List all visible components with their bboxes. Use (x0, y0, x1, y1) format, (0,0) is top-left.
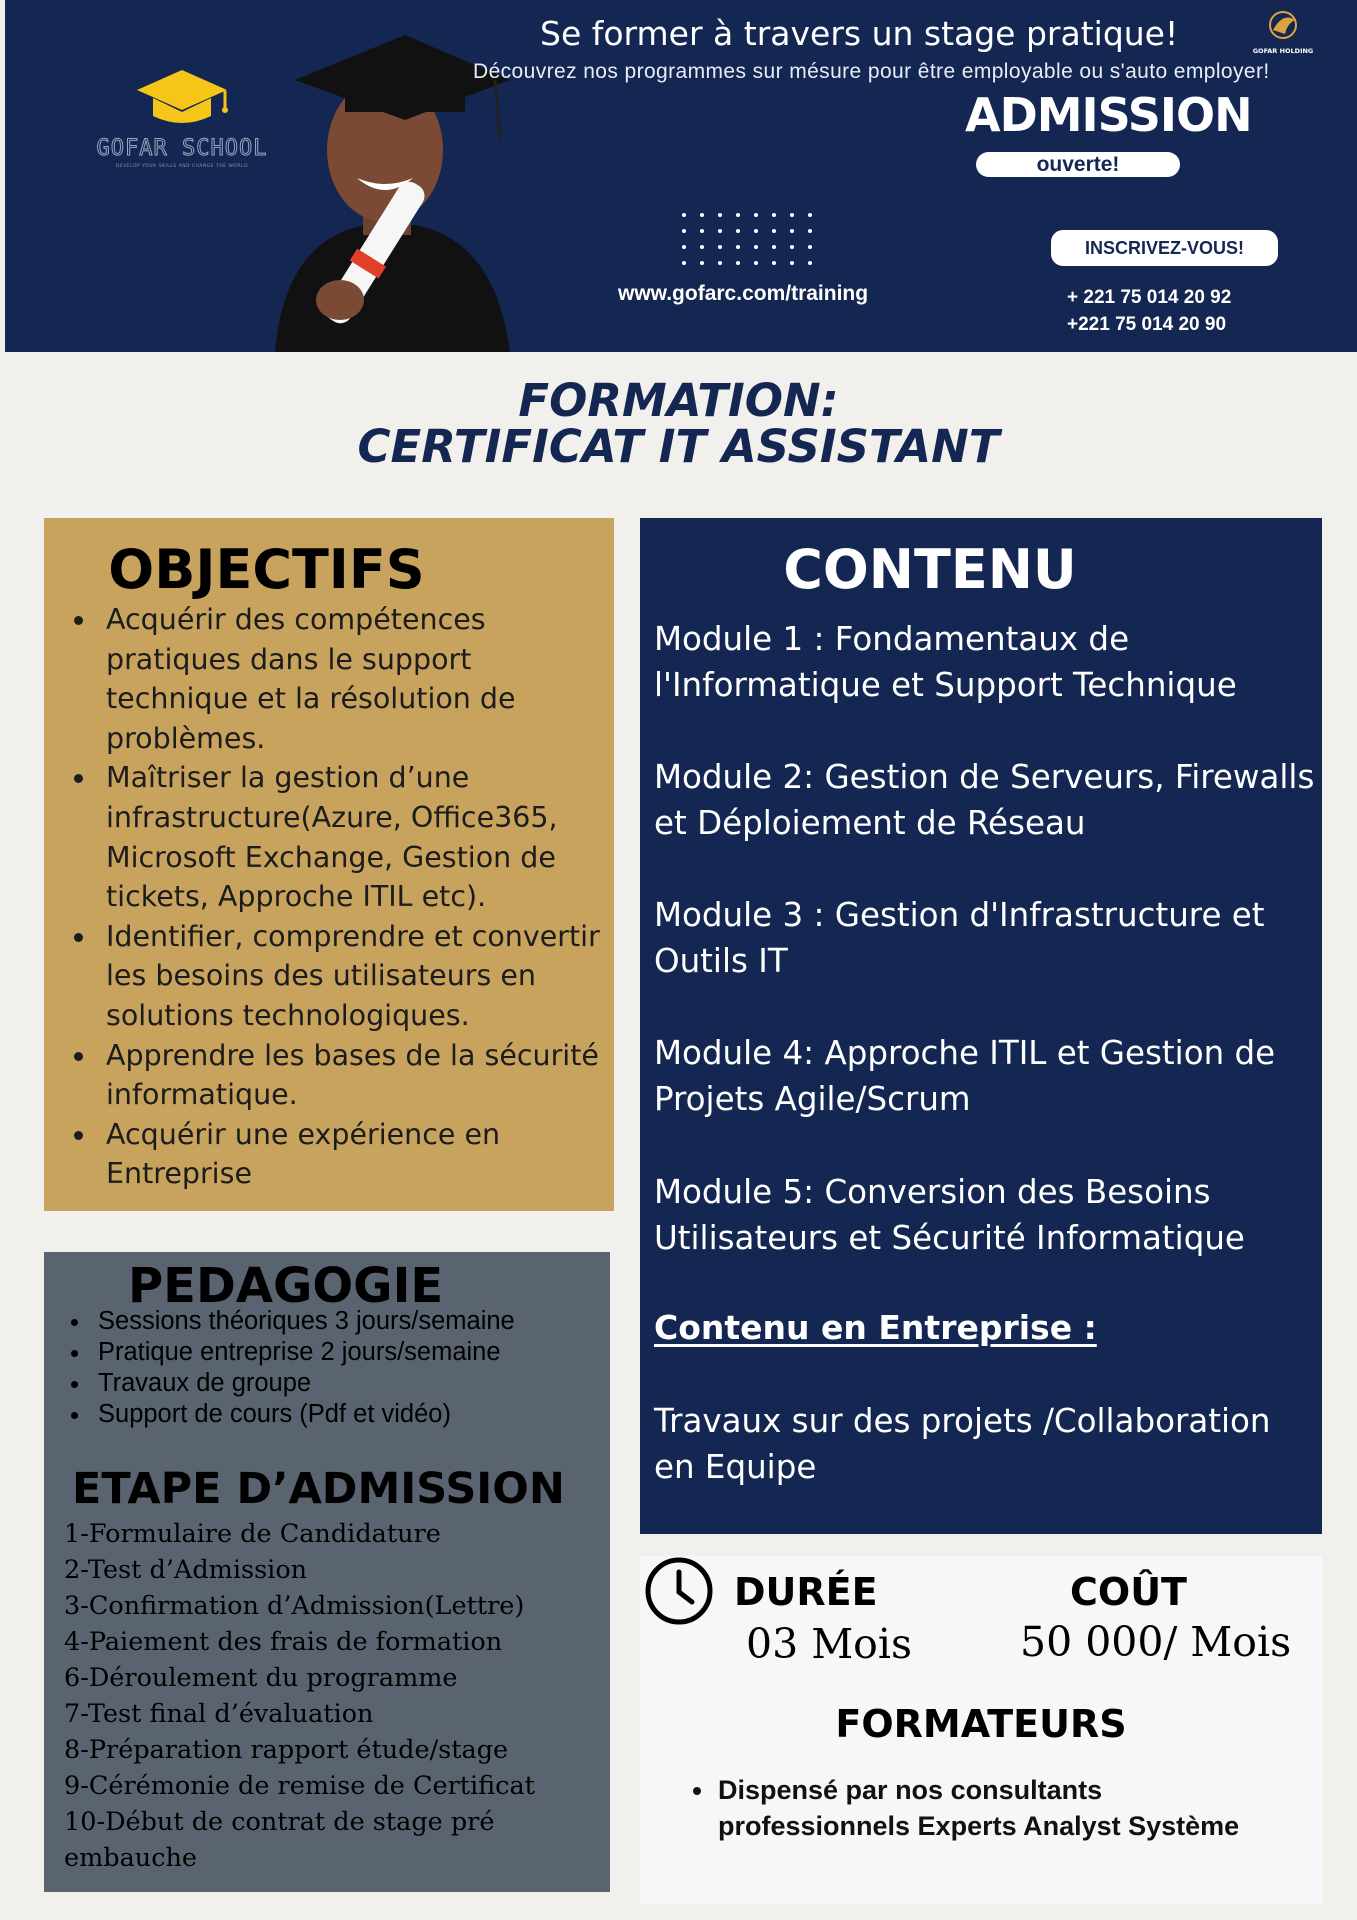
admission-steps-heading: ETAPE D’ADMISSION (72, 1464, 565, 1514)
pedagogy-item: • Pratique entreprise 2 jours/semaine (92, 1337, 515, 1368)
phone-number-1: + 221 75 014 20 92 (1067, 287, 1232, 308)
admission-open-badge: ouverte! (976, 152, 1180, 177)
header-banner (5, 0, 1357, 352)
admission-step: 8-Préparation rapport étude/stage (64, 1735, 509, 1765)
info-section (640, 1556, 1322, 1904)
content-section (640, 518, 1322, 1534)
cost-label: COÛT (1070, 1570, 1187, 1614)
module-1: Module 1 : Fondamentaux de l'Informatique et Support Technique (654, 620, 1237, 704)
module-3: Module 3 : Gestion d'Infrastructure et Outils IT (654, 896, 1265, 980)
svg-text:DEVELOP YOUR SKILLS AND CHANGE: DEVELOP YOUR SKILLS AND CHANGE THE WORLD (115, 164, 249, 169)
objective-item: • Acquérir des compétences pratiques dans le support technique et la résolution de problèmes. (98, 600, 614, 758)
module-4: Module 4: Approche ITIL et Gestion de Projets Agile/Scrum (654, 1034, 1276, 1118)
objectives-heading: OBJECTIFS (108, 538, 425, 601)
admission-step: 4-Paiement des frais de formation (64, 1627, 503, 1657)
trainers-list (680, 1772, 1300, 1844)
admission-step: 3-Confirmation d’Admission(Lettre) (64, 1591, 525, 1621)
banner-subtitle: Découvrez nos programmes sur mésure pour être employable ou s'auto employer! (473, 60, 1270, 83)
admission-step: 1-Formulaire de Candidature (64, 1519, 441, 1549)
enterprise-content-heading: Contenu en Entreprise : (654, 1308, 1097, 1347)
admission-step: 6-Déroulement du programme (64, 1663, 458, 1693)
cost-value: 50 000/ Mois (1020, 1618, 1292, 1666)
website-link[interactable]: www.gofarc.com/training (618, 282, 869, 305)
trainers-item: • Dispensé par nos consultants professionnels Experts Analyst Système (716, 1772, 1300, 1844)
objectives-list (58, 600, 614, 1194)
register-button[interactable]: INSCRIVEZ-VOUS! (1051, 230, 1278, 266)
admission-heading: ADMISSION (965, 88, 1252, 142)
decorative-dots (679, 210, 819, 270)
objectives-section (44, 518, 614, 1211)
phone-number-2: +221 75 014 20 90 (1067, 314, 1227, 335)
holding-logo-text: GOFAR HOLDING (1252, 47, 1314, 55)
pedagogy-item: • Sessions théoriques 3 jours/semaine (92, 1306, 515, 1337)
pedagogy-item: • Support de cours (Pdf et vidéo) (92, 1399, 515, 1430)
duration-label: DURÉE (734, 1570, 878, 1614)
pedagogy-item: • Travaux de groupe (92, 1368, 515, 1399)
objective-item: • Identifier, comprendre et convertir les besoins des utilisateurs en solutions technologiques. (98, 917, 614, 1036)
module-2: Module 2: Gestion de Serveurs, Firewalls et Déploiement de Réseau (654, 758, 1315, 842)
phone-numbers (1067, 284, 1231, 338)
admission-step: 10-Début de contrat de stage pré embauche (64, 1807, 495, 1873)
pedagogy-list (54, 1306, 515, 1430)
clock-icon (644, 1556, 714, 1626)
pedagogy-heading: PEDAGOGIE (128, 1258, 444, 1314)
page-title-line-2: CERTIFICAT IT ASSISTANT (357, 420, 1000, 473)
duration-value: 03 Mois (746, 1620, 913, 1668)
content-heading: CONTENU (783, 538, 1077, 601)
gofar-holding-logo (1243, 8, 1323, 58)
admission-step: 7-Test final d’évaluation (64, 1699, 374, 1729)
admission-step: 2-Test d’Admission (64, 1555, 308, 1585)
objective-item: • Acquérir une expérience en Entreprise (98, 1115, 614, 1194)
enterprise-content-text: Travaux sur des projets /Collaboration en Equipe (654, 1402, 1271, 1486)
admission-steps-list (64, 1516, 604, 1876)
module-5: Module 5: Conversion des Besoins Utilisateurs et Sécurité Informatique (654, 1173, 1245, 1257)
objective-item: • Apprendre les bases de la sécurité informatique. (98, 1036, 614, 1115)
pedagogy-section (44, 1252, 610, 1892)
svg-text:GOFAR SCHOOL: GOFAR SCHOOL (96, 136, 268, 161)
page-title-line-1: FORMATION: (518, 374, 839, 427)
trainers-heading: FORMATEURS (835, 1702, 1127, 1746)
banner-title: Se former à travers un stage pratique! (540, 14, 1179, 53)
objective-item: • Maîtriser la gestion d’une infrastructure(Azure, Office365, Microsoft Exchange, Gestion de tickets, Approche ITIL etc). (98, 758, 614, 916)
admission-step: 9-Cérémonie de remise de Certificat (64, 1771, 535, 1801)
